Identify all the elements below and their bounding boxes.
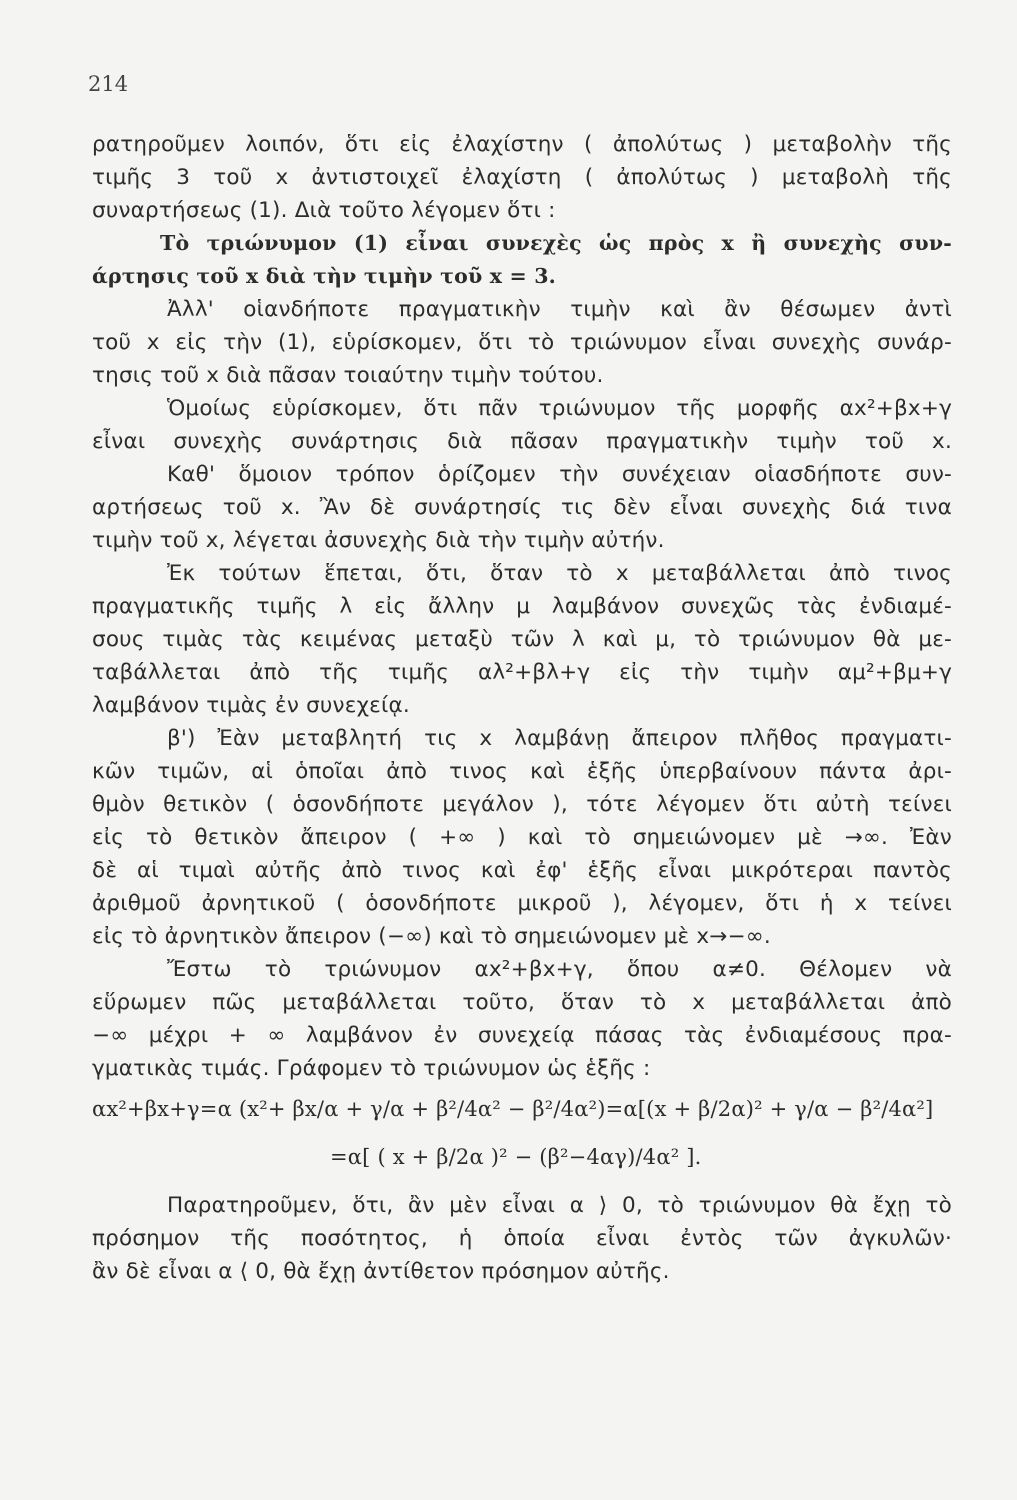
- body-text: [92, 128, 952, 1288]
- text-line: τιμὴν τοῦ x, λέγεται ἀσυνεχὴς διὰ τὴν τιμὴν αὐτήν.: [92, 528, 665, 553]
- text-line: σους τιμὰς τὰς κειμένας μεταξὺ τῶν λ καὶ μ, τὸ τριώνυμον θὰ με-: [92, 627, 952, 652]
- text-line: λαμβάνον τιμὰς ἐν συνεχείᾳ.: [92, 693, 410, 718]
- text-line: ἀριθμοῦ ἀρνητικοῦ ( ὁσονδήποτε μικροῦ ), λέγομεν, ὅτι ἡ x τείνει: [92, 891, 952, 916]
- text-line: συναρτήσεως (1). Διὰ τοῦτο λέγομεν ὅτι :: [92, 198, 556, 223]
- text-line: πρόσημον τῆς ποσότητος, ἡ ὁποία εἶναι ἐντὸς τῶν ἀγκυλῶν·: [92, 1226, 952, 1251]
- text-line: Παρατηροῦμεν, ὅτι, ἂν μὲν εἶναι α ⟩ 0, τὸ τριώνυμον θὰ ἔχῃ τὸ: [167, 1193, 952, 1218]
- text-line: Καθ' ὅμοιον τρόπον ὁρίζομεν τὴν συνέχειαν οἱασδήποτε συν-: [167, 462, 952, 487]
- text-line: γματικὰς τιμάς. Γράφομεν τὸ τριώνυμον ὡς ἑξῆς :: [92, 1056, 651, 1081]
- text-line: β') Ἐὰν μεταβλητή τις x λαμβάνῃ ἄπειρον πλῆθος πραγματι-: [167, 726, 952, 751]
- text-line: Ἐκ τούτων ἕπεται, ὅτι, ὅταν τὸ x μεταβάλλεται ἀπὸ τινος: [167, 561, 952, 586]
- text-line: πραγματικῆς τιμῆς λ εἰς ἄλλην μ λαμβάνον συνεχῶς τὰς ἐνδιαμέ-: [92, 594, 952, 619]
- text-line: εὕρωμεν πῶς μεταβάλλεται τοῦτο, ὅταν τὸ x μεταβάλλεται ἀπὸ: [92, 990, 952, 1015]
- text-line: εἰς τὸ θετικὸν ἄπειρον ( +∞ ) καὶ τὸ σημειώνομεν μὲ →∞. Ἐὰν: [92, 825, 952, 850]
- text-line: δὲ αἱ τιμαὶ αὐτῆς ἀπὸ τινος καὶ ἐφ' ἑξῆς εἶναι μικρότεραι παντὸς: [92, 858, 952, 883]
- text-line: εἰς τὸ ἀρνητικὸν ἄπειρον (−∞) καὶ τὸ σημειώνομεν μὲ x→−∞.: [92, 924, 771, 949]
- definition-line: Τὸ τριώνυμον (1) εἶναι συνεχὲς ὡς πρὸς x ἢ συνεχὴς συν-: [160, 231, 952, 255]
- text-line: κῶν τιμῶν, αἱ ὁποῖαι ἀπὸ τινος καὶ ἑξῆς ὑπερβαίνουν πάντα ἀρι-: [92, 759, 952, 784]
- text-line: Ἔστω τὸ τριώνυμον αx²+βx+γ, ὅπου α≠0. Θέλομεν νὰ: [167, 957, 952, 982]
- text-line: ἂν δὲ εἶναι α ⟨ 0, θὰ ἔχῃ ἀντίθετον πρόσημον αὐτῆς.: [92, 1259, 670, 1284]
- text-line: εἶναι συνεχὴς συνάρτησις διὰ πᾶσαν πραγματικὴν τιμὴν τοῦ x.: [92, 429, 952, 454]
- text-line: τησις τοῦ x διὰ πᾶσαν τοιαύτην τιμὴν τούτου.: [92, 363, 604, 388]
- text-line: θμὸν θετικὸν ( ὁσονδήποτε μεγάλον ), τότε λέγομεν ὅτι αὐτὴ τείνει: [92, 792, 952, 817]
- text-line: Ὁμοίως εὑρίσκομεν, ὅτι πᾶν τριώνυμον τῆς μορφῆς αx²+βx+γ: [167, 396, 952, 421]
- text-line: Ἀλλ' οἱανδήποτε πραγματικὴν τιμὴν καὶ ἂν θέσωμεν ἀντὶ: [167, 297, 952, 322]
- page-number: 214: [88, 72, 129, 96]
- text-line: ρατηροῦμεν λοιπόν, ὅτι εἰς ἐλαχίστην ( ἀπολύτως ) μεταβολὴν τῆς: [92, 132, 952, 157]
- text-line: τιμῆς 3 τοῦ x ἀντιστοιχεῖ ἐλαχίστη ( ἀπολύτως ) μεταβολὴ τῆς: [92, 165, 952, 190]
- text-line: αρτήσεως τοῦ x. Ἂν δὲ συνάρτησίς τις δὲν εἶναι συνεχὴς διά τινα: [92, 495, 952, 520]
- text-line: ταβάλλεται ἀπὸ τῆς τιμῆς αλ²+βλ+γ εἰς τὴν τιμὴν αμ²+βμ+γ: [92, 660, 952, 685]
- text-line: −∞ μέχρι + ∞ λαμβάνον ἐν συνεχείᾳ πάσας τὰς ἐνδιαμέσους πρα-: [92, 1023, 952, 1048]
- definition-line: άρτησις τοῦ x διὰ τὴν τιμὴν τοῦ x = 3.: [92, 264, 556, 288]
- text-line: τοῦ x εἰς τὴν (1), εὑρίσκομεν, ὅτι τὸ τριώνυμον εἶναι συνεχὴς συνάρ-: [92, 330, 952, 355]
- formula-line: =α[ ( x + β/2α )² − (β²−4αγ)/4α² ].: [330, 1145, 702, 1169]
- formula-line: αx²+βx+γ=α (x²+ βx/α + γ/α + β²/4α² − β²/4α²)=α[(x + β/2α)² + γ/α − β²/4α²]: [92, 1097, 934, 1121]
- spacer: [92, 1181, 952, 1189]
